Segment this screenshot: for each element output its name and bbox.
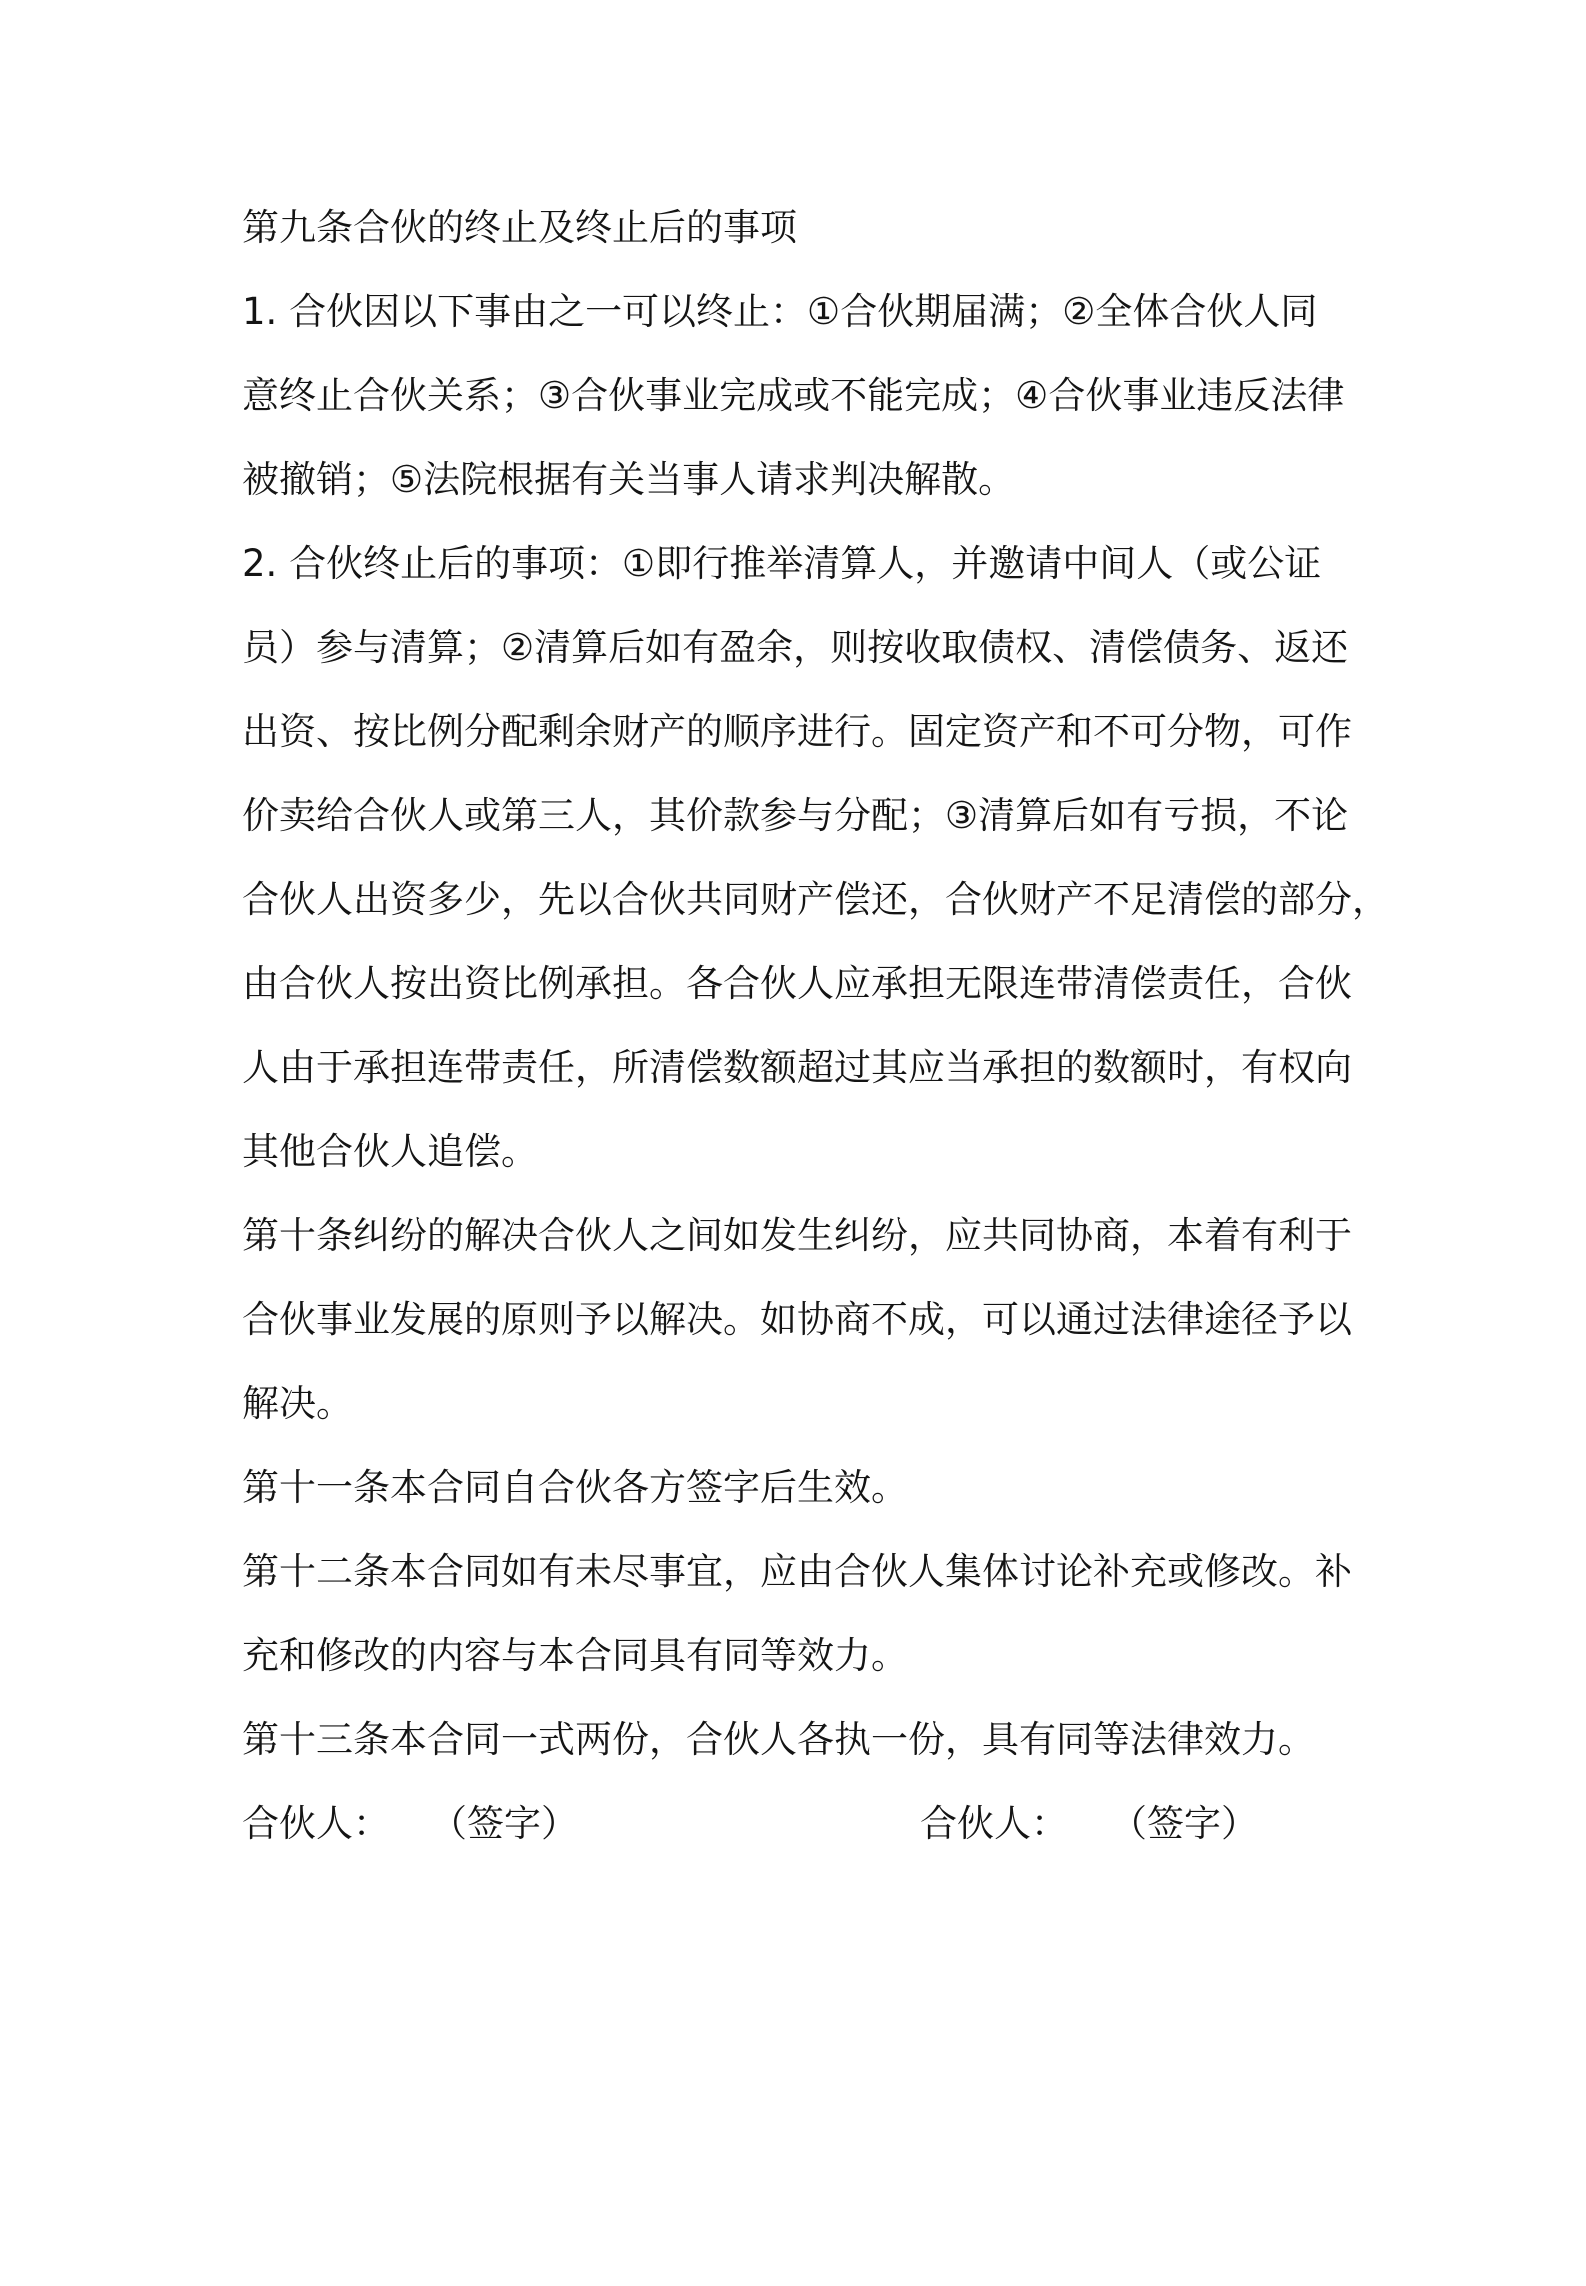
left-signature-placeholder: （签字）	[430, 1802, 578, 1845]
article-9-clause-2-line: 价卖给合伙人或第三人，其价款参与分配；③清算后如有亏损，不论	[242, 794, 1349, 837]
article-10-line: 解决。	[242, 1382, 353, 1425]
article-9-heading-text: 第九条合伙的终止及终止后的事项	[242, 206, 797, 249]
article-9-clause-2-line: 出资、按比例分配剩余财产的顺序进行。固定资产和不可分物，可作	[242, 710, 1352, 753]
article-13	[242, 1698, 1402, 1782]
article-9-clause-1	[242, 270, 1402, 522]
article-9-clause-2-line: 2. 合伙终止后的事项：①即行推举清算人，并邀请中间人（或公证	[242, 542, 1322, 585]
article-9-clause-2-line: 员）参与清算；②清算后如有盈余，则按收取债权、清偿债务、返还	[242, 626, 1349, 669]
article-9-heading	[242, 186, 1402, 270]
article-9-clause-1-line: 被撤销；⑤法院根据有关当事人请求判决解散。	[242, 458, 1016, 501]
article-9-clause-2-line: 人由于承担连带责任，所清偿数额超过其应当承担的数额时，有权向	[242, 1046, 1352, 1089]
article-12-line: 第十二条本合同如有未尽事宜，应由合伙人集体讨论补充或修改。补	[242, 1550, 1352, 1593]
article-12	[242, 1530, 1402, 1698]
right-signature-placeholder: （签字）	[1110, 1802, 1258, 1845]
right-signatory-label: 合伙人：	[920, 1802, 1068, 1845]
article-10-line: 合伙事业发展的原则予以解决。如协商不成，可以通过法律途径予以	[242, 1298, 1352, 1341]
article-9-clause-2-line: 合伙人出资多少，先以合伙共同财产偿还，合伙财产不足清偿的部分，	[242, 878, 1389, 921]
article-9-clause-2-line: 由合伙人按出资比例承担。各合伙人应承担无限连带清偿责任，合伙	[242, 962, 1352, 1005]
document-page	[242, 186, 1402, 1866]
article-11	[242, 1446, 1402, 1530]
article-9-clause-1-line: 1. 合伙因以下事由之一可以终止：①合伙期届满；②全体合伙人同	[242, 290, 1318, 333]
article-9-clause-2	[242, 522, 1402, 1194]
article-9-clause-1-line: 意终止合伙关系；③合伙事业完成或不能完成；④合伙事业违反法律	[242, 374, 1345, 417]
article-11-line: 第十一条本合同自合伙各方签字后生效。	[242, 1466, 908, 1509]
signature-row	[242, 1782, 1402, 1866]
left-signatory-label: 合伙人：	[242, 1802, 390, 1845]
article-12-line: 充和修改的内容与本合同具有同等效力。	[242, 1634, 908, 1677]
article-13-line: 第十三条本合同一式两份，合伙人各执一份，具有同等法律效力。	[242, 1718, 1315, 1761]
article-10-line: 第十条纠纷的解决合伙人之间如发生纠纷，应共同协商，本着有利于	[242, 1214, 1352, 1257]
article-9-clause-2-line: 其他合伙人追偿。	[242, 1130, 538, 1173]
article-10	[242, 1194, 1402, 1446]
